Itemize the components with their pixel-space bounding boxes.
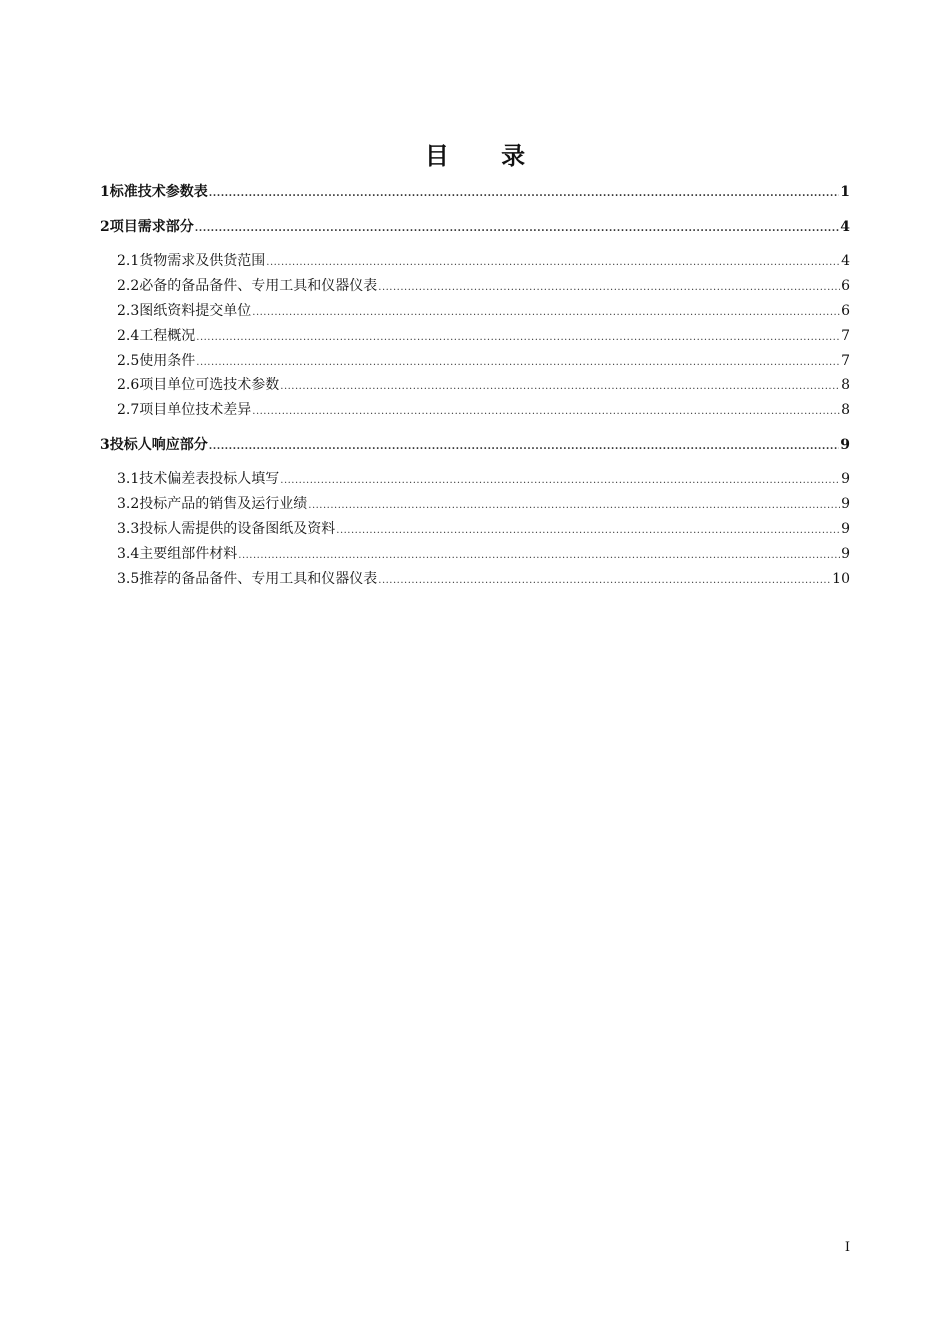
toc-leader-dots	[196, 332, 840, 343]
toc-entry-number: 3.5	[117, 571, 140, 587]
toc-entry-number: 2.6	[117, 377, 140, 393]
toc-entry-number: 3.4	[117, 546, 140, 562]
toc-entry-number: 3	[100, 437, 110, 453]
toc-leader-dots	[196, 357, 840, 368]
toc-entry-number: 2.1	[117, 253, 140, 269]
toc-entry-number: 2.2	[117, 278, 140, 294]
toc-leader-dots	[195, 223, 840, 234]
toc-entry[interactable]	[100, 543, 850, 563]
toc-entry-page: 7	[841, 353, 850, 369]
toc-entry-page: 9	[841, 496, 850, 512]
toc-entry-label: 图纸资料提交单位	[139, 303, 252, 319]
toc-entry-label: 技术偏差表投标人填写	[139, 471, 280, 487]
toc-entry-label: 项目需求部分	[109, 219, 194, 235]
toc-entry[interactable]	[100, 216, 850, 236]
toc-entry-label: 投标产品的销售及运行业绩	[139, 496, 308, 512]
toc-entry[interactable]	[100, 568, 850, 588]
toc-leader-dots	[308, 500, 840, 511]
toc-leader-dots	[336, 525, 840, 536]
toc-entry-number: 1	[100, 184, 110, 200]
toc-entry-page: 8	[841, 402, 850, 418]
toc-entry-label: 工程概况	[139, 328, 196, 344]
toc-entry-page: 4	[840, 219, 850, 235]
toc-entry-label: 必备的备品备件、专用工具和仪器仪表	[139, 278, 378, 294]
toc-leader-dots	[238, 550, 840, 561]
toc-entry-page: 1	[840, 184, 850, 200]
toc-entry-number: 2	[100, 219, 110, 235]
toc-entry-page: 8	[841, 377, 850, 393]
toc-entry-page: 7	[841, 328, 850, 344]
toc-entry-label: 主要组部件材料	[139, 546, 238, 562]
toc-entry-number: 2.5	[117, 353, 140, 369]
toc-entry-number: 2.4	[117, 328, 140, 344]
toc-entry-page: 9	[841, 546, 850, 562]
toc-entry-page: 9	[841, 521, 850, 537]
toc-entry-number: 2.7	[117, 402, 140, 418]
toc-entry-page: 10	[832, 571, 850, 587]
toc-entry-label: 项目单位技术差异	[139, 402, 252, 418]
toc-entry-page: 6	[841, 278, 850, 294]
toc-entry-label: 推荐的备品备件、专用工具和仪器仪表	[139, 571, 378, 587]
toc-entry-label: 投标人响应部分	[109, 437, 208, 453]
toc-entry[interactable]	[100, 399, 850, 419]
toc-entry[interactable]	[100, 374, 850, 394]
toc-entry[interactable]	[100, 325, 850, 345]
toc-entry[interactable]	[100, 300, 850, 320]
toc-leader-dots	[266, 257, 840, 268]
toc-entry-number: 3.3	[117, 521, 140, 537]
toc-entry[interactable]	[100, 468, 850, 488]
toc-entry[interactable]	[100, 275, 850, 295]
toc-entry[interactable]	[100, 350, 850, 370]
toc-leader-dots	[280, 381, 840, 392]
toc-entry-label: 标准技术参数表	[109, 184, 208, 200]
toc-leader-dots	[252, 406, 840, 417]
toc-entry-page: 4	[841, 253, 850, 269]
toc-entry-number: 2.3	[117, 303, 140, 319]
toc-leader-dots	[378, 575, 831, 586]
toc-entry-number: 3.1	[117, 471, 140, 487]
toc-entry[interactable]	[100, 181, 850, 201]
toc-title: 目 录	[424, 142, 548, 170]
toc-entry-label: 项目单位可选技术参数	[139, 377, 280, 393]
toc-leader-dots	[378, 282, 840, 293]
toc-entry-label: 使用条件	[139, 353, 196, 369]
toc-entry-page: 9	[840, 437, 850, 453]
toc-entry[interactable]	[100, 250, 850, 270]
toc-entry[interactable]	[100, 518, 850, 538]
page-number: I	[844, 1240, 850, 1255]
toc-entry-number: 3.2	[117, 496, 140, 512]
toc-entry[interactable]	[100, 493, 850, 513]
toc-entry-page: 6	[841, 303, 850, 319]
toc-entry-page: 9	[841, 471, 850, 487]
toc-leader-dots	[209, 441, 840, 452]
toc-leader-dots	[280, 475, 840, 486]
toc-entry-label: 货物需求及供货范围	[139, 253, 266, 269]
toc-entry[interactable]	[100, 434, 850, 454]
toc-leader-dots	[209, 188, 840, 199]
toc-entry-label: 投标人需提供的设备图纸及资料	[139, 521, 336, 537]
toc-leader-dots	[252, 307, 840, 318]
